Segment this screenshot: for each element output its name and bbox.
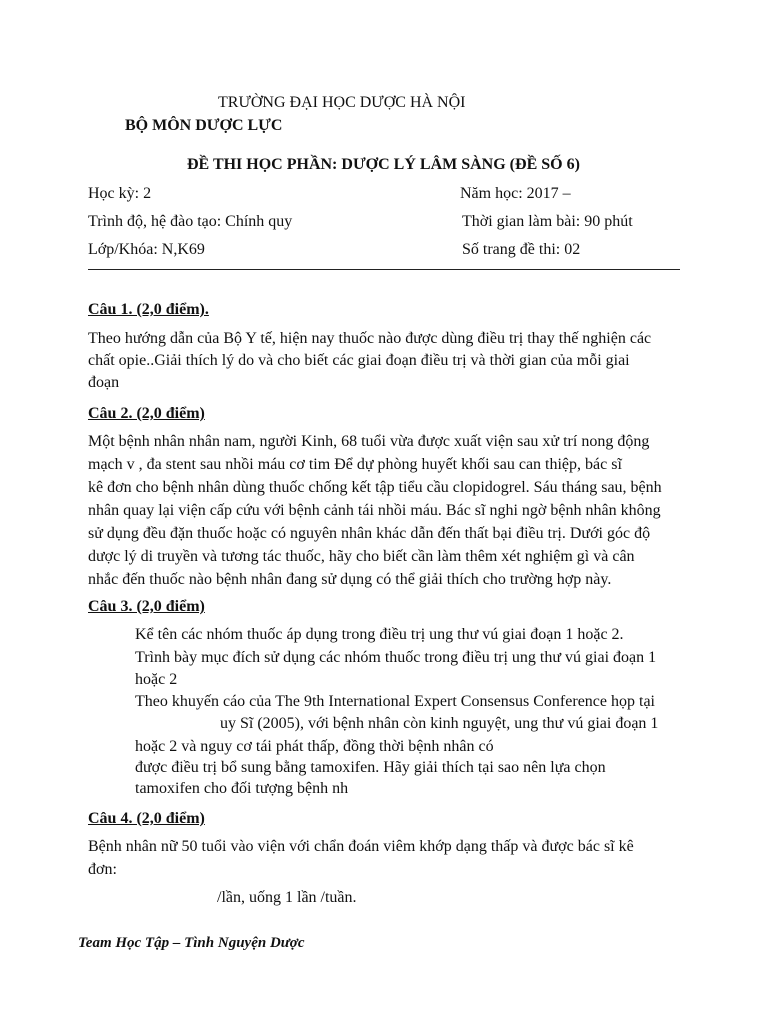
question-2-line: mạch v , đa stent sau nhồi máu cơ tim Để dự phòng huyết khối sau can thiệp, bác sĩ	[88, 456, 622, 473]
question-2-line: nhắc đến thuốc nào bệnh nhân đang sử dụng có thể giải thích cho trường hợp này.	[88, 571, 612, 588]
question-3-line: Kể tên các nhóm thuốc áp dụng trong điều trị ung thư vú giai đoạn 1 hoặc 2.	[135, 626, 624, 643]
question-3-line: hoặc 2 và nguy cơ tái phát thấp, đồng thời bệnh nhân có	[135, 738, 494, 755]
school-year: Năm học: 2017 –	[460, 185, 571, 202]
question-1-title: Câu 1. (2,0 điểm).	[88, 301, 209, 318]
question-4-line: Bệnh nhân nữ 50 tuổi vào viện với chẩn đoán viêm khớp dạng thấp và được bác sĩ kê	[88, 838, 634, 855]
question-1-line: chất opie..Giải thích lý do và cho biết các giai đoạn điều trị và thời gian của mỗi giai	[88, 352, 630, 369]
university-name: TRƯỜNG ĐẠI HỌC DƯỢC HÀ NỘI	[218, 94, 466, 111]
question-4-line: đơn:	[88, 861, 117, 878]
question-4-line: /lần, uống 1 lần /tuần.	[217, 889, 357, 906]
question-3-line: Trình bày mục đích sử dụng các nhóm thuốc trong điều trị ung thư vú giai đoạn 1	[135, 649, 657, 666]
training-level: Trình độ, hệ đào tạo: Chính quy	[88, 213, 293, 230]
question-3-title: Câu 3. (2,0 điểm)	[88, 598, 205, 615]
header-divider	[88, 269, 680, 270]
question-2-line: nhân quay lại viện cấp cứu với bệnh cảnh tái nhồi máu. Bác sĩ nghi ngờ bệnh nhân không	[88, 502, 661, 519]
question-3-line: được điều trị bổ sung bằng tamoxifen. Hãy giải thích tại sao nên lựa chọn	[135, 759, 606, 776]
footer-team-name: Team Học Tập – Tình Nguyện Dược	[78, 935, 305, 951]
exam-title: ĐỀ THI HỌC PHẦN: DƯỢC LÝ LÂM SÀNG (ĐỀ SỐ 6)	[187, 156, 580, 173]
question-2-line: kê đơn cho bệnh nhân dùng thuốc chống kết tập tiểu cầu clopidogrel. Sáu tháng sau, bệnh	[88, 479, 662, 496]
question-2-line: dược lý di truyền và tương tác thuốc, hãy cho biết cần làm thêm xét nghiệm gì và cân	[88, 548, 635, 565]
semester: Học kỳ: 2	[88, 185, 152, 202]
class-info: Lớp/Khóa: N,K69	[88, 241, 205, 258]
question-2-title: Câu 2. (2,0 điểm)	[88, 405, 205, 422]
question-2-line: Một bệnh nhân nhân nam, người Kinh, 68 tuổi vừa được xuất viện sau xử trí nong động	[88, 433, 650, 450]
question-3-line: uy Sĩ (2005), với bệnh nhân còn kinh nguyệt, ung thư vú giai đoạn 1	[220, 715, 659, 732]
question-3-line: Theo khuyến cáo của The 9th International Expert Consensus Conference họp tại	[135, 693, 655, 710]
exam-duration: Thời gian làm bài: 90 phút	[462, 213, 633, 230]
question-3-line: hoặc 2	[135, 671, 178, 688]
question-1-line: đoạn	[88, 374, 120, 391]
question-2-line: sử dụng đều đặn thuốc hoặc có nguyên nhân khác dẫn đến thất bại điều trị. Dưới góc độ	[88, 525, 651, 542]
department-name: BỘ MÔN DƯỢC LỰC	[125, 117, 283, 134]
question-4-title: Câu 4. (2,0 điểm)	[88, 810, 205, 827]
question-3-line: tamoxifen cho đối tượng bệnh nh	[135, 780, 349, 797]
page-count: Số trang đề thi: 02	[462, 241, 581, 258]
question-1-line: Theo hướng dẫn của Bộ Y tế, hiện nay thuốc nào được dùng điều trị thay thế nghiện các	[88, 330, 652, 347]
